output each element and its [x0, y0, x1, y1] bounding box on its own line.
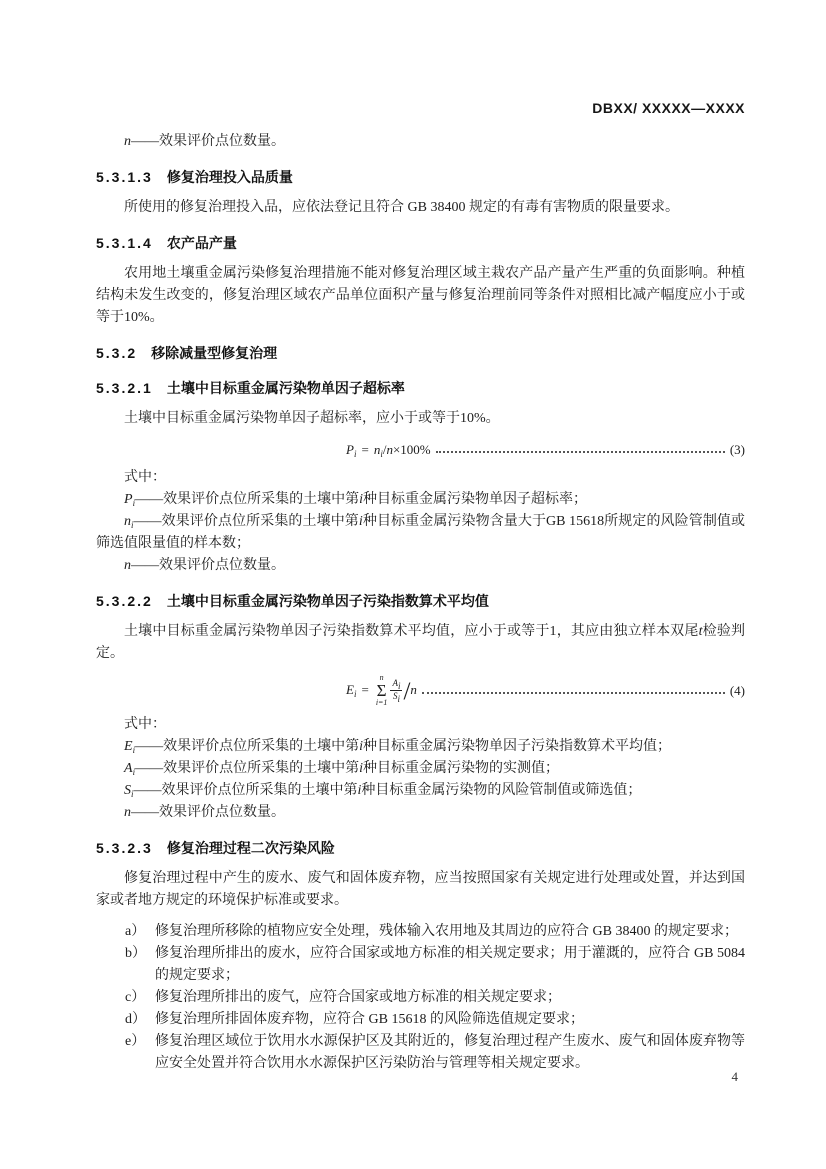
formula-4-number: (4)	[729, 682, 745, 698]
symbol-definition-ni: $n_i——$效果评价点位所采集的土壤中第i种目标重金属污染物含量大于GB 15618所规定的风险管制值或筛选值限量值的样本数；	[96, 514, 746, 551]
where-label-formula-3: 式中：	[124, 470, 166, 485]
fraction-Ai-over-Si: $\frac{A_i}{S_i}$	[392, 678, 401, 705]
dot-leader	[436, 451, 725, 453]
section-heading-5-3-2-1	[96, 377, 745, 399]
paragraph-5-3-2-3: 修复治理过程中产生的废水、废气和固体废弃物，应当按照国家有关规定进行处理或处置，并达到国家或者地方规定的环境保护标准或要求。	[96, 870, 745, 908]
section-number: 5.3.2.1	[96, 380, 153, 396]
section-heading-5-3-2	[96, 342, 745, 364]
list-item-d: d） 修复治理所排固体废弃物，应符合 GB 15618 的风险筛选值规定要求；	[96, 1009, 745, 1031]
section-number: 5.3.1.3	[96, 169, 153, 185]
paragraph-5-3-2-1: 土壤中目标重金属污染物单因子超标率，应小于或等于10%。	[124, 411, 500, 426]
dot-leader	[422, 692, 725, 694]
section-heading-5-3-2-2	[96, 590, 745, 612]
where-label-formula-4: 式中：	[124, 716, 166, 732]
list-marker: d）	[125, 1011, 146, 1027]
list-item-e: e） 修复治理区域位于饮用水水源保护区及其附近的，修复治理过程产生废水、废气和固体废弃物等应安全处置并符合饮用水水源保护区污染防治与管理等相关规定要求。	[96, 1031, 745, 1075]
list-marker: c）	[125, 989, 146, 1005]
section-heading-5-3-1-4	[96, 232, 745, 254]
symbol-definition-n2: n——效果评价点位数量。	[124, 804, 285, 820]
symbol-definition-n-intro	[96, 131, 745, 153]
formula-3	[346, 439, 745, 461]
formula-4	[346, 674, 745, 708]
section-heading-5-3-2-3	[96, 837, 745, 859]
page-number: 4	[731, 1069, 738, 1084]
section-number: 5.3.2.2	[96, 593, 153, 609]
list-marker: a）	[125, 923, 146, 939]
definition-text: ——效果评价点位数量。	[131, 134, 285, 149]
list-marker: e）	[125, 1033, 146, 1049]
section-number: 5.3.2	[96, 345, 138, 361]
list-marker: b）	[125, 945, 146, 961]
symbol-definition-Pi: $P_i——$效果评价点位所采集的土壤中第i种目标重金属污染物单因子超标率；	[124, 492, 587, 508]
paragraph-5-3-1-4: 农用地土壤重金属污染修复治理措施不能对修复治理区域主栽农产品产量产生严重的负面影响。种植结构未发生改变的，修复治理区域农产品单位面积产量与修复治理前同等条件对照相比减产幅度应小于或等于10%。	[96, 266, 745, 325]
list-item-c: c） 修复治理所排出的废气，应符合国家或地方标准的相关规定要求；	[96, 987, 745, 1009]
symbol-definition-n: n——效果评价点位数量。	[124, 558, 285, 573]
section-number: 5.3.2.3	[96, 839, 153, 856]
section-title: 土壤中目标重金属污染物单因子超标率	[166, 380, 405, 396]
section-title: 移除减量型修复治理	[151, 345, 278, 361]
section-title: 农产品产量	[166, 235, 237, 251]
formula-3-expression: $P_i = n_i/n\times 100\%$	[346, 442, 431, 459]
document-content	[96, 131, 745, 1075]
list-item-a: a） 修复治理所移除的植物应安全处理，残体输入农用地及其周边的应符合 GB 38400 的规定要求；	[96, 921, 745, 943]
paragraph-5-3-1-3: 所使用的修复治理投入品，应依法登记且符合 GB 38400 规定的有毒有害物质的限量要求。	[124, 200, 679, 215]
section-title: 土壤中目标重金属污染物单因子污染指数算术平均值	[166, 593, 489, 609]
formula-3-number: (3)	[729, 442, 745, 457]
section-heading-5-3-1-3	[96, 166, 745, 188]
list-item-b: b） 修复治理所排出的废水，应符合国家或地方标准的相关规定要求；用于灌溉的，应符合 GB 5084 的规定要求；	[96, 943, 745, 987]
symbol-definition-Si: $S_i——$效果评价点位所采集的土壤中第i种目标重金属污染物的风险管制值或筛选值；	[124, 782, 642, 799]
symbol-definition-Ai: $A_i——$效果评价点位所采集的土壤中第i种目标重金属污染物的实测值；	[124, 760, 559, 777]
section-title: 修复治理过程二次污染风险	[166, 839, 335, 856]
symbol-definition-Ei: $E_i——$效果评价点位所采集的土壤中第i种目标重金属污染物单因子污染指数算术平均值；	[124, 738, 671, 755]
formula-4-expression: $E_i$ = n Σ i=1 $\frac{A_i}{S_i}$ /n	[346, 673, 417, 707]
document-code-header: DBXX/ XXXXX—XXXX	[592, 100, 745, 116]
section-title: 修复治理投入品质量	[166, 169, 293, 185]
section-number: 5.3.1.4	[96, 235, 153, 251]
symbol-var: n	[124, 134, 131, 149]
lettered-list	[96, 921, 745, 1075]
paragraph-5-3-2-2: 土壤中目标重金属污染物单因子污染指数算术平均值，应小于或等于1，其应由独立样本双尾t检验判定。	[96, 624, 746, 661]
summation-symbol: n Σ i=1	[375, 673, 388, 707]
